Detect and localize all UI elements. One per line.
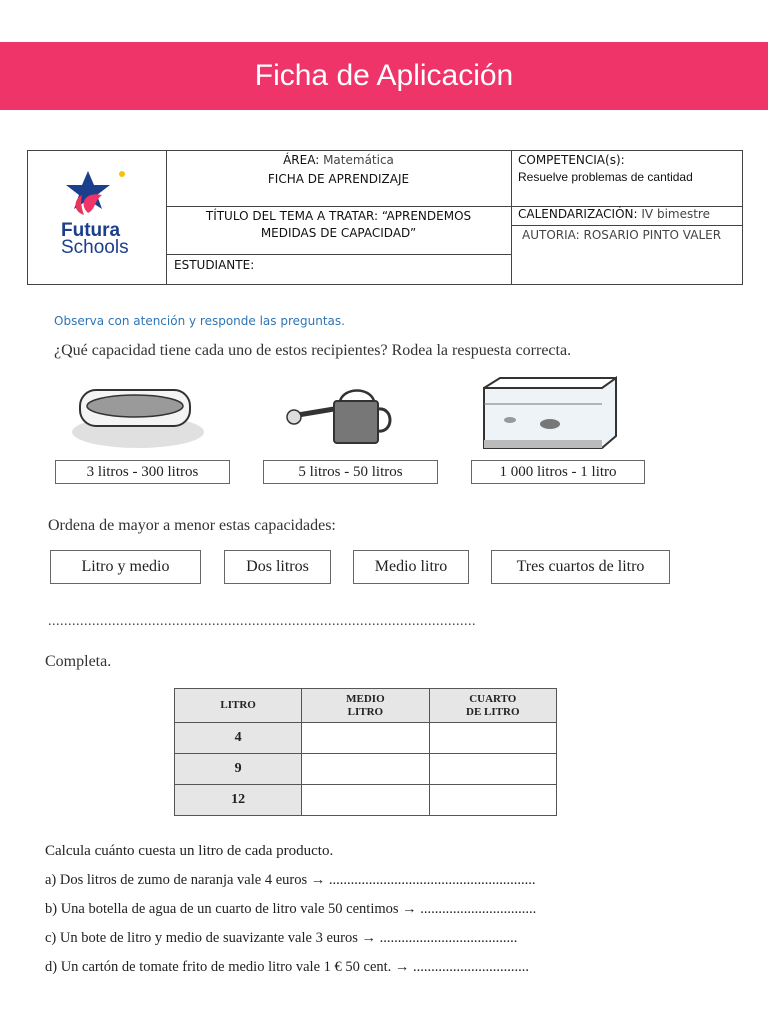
calendar-label: CALENDARIZACIÓN: xyxy=(518,207,638,221)
student-field-label[interactable]: ESTUDIANTE: xyxy=(174,258,255,272)
answer-cell[interactable] xyxy=(429,723,556,754)
completion-table xyxy=(174,688,557,816)
competencia-label: COMPETENCIA(s): xyxy=(518,153,625,167)
answer-dots: ........................................................................................................... xyxy=(48,614,476,629)
bathtub-icon xyxy=(70,380,210,452)
author-label: AUTORIA: ROSARIO PINTO VALER xyxy=(522,228,722,242)
header-medio-litro: MEDIO LITRO xyxy=(302,689,429,723)
instruction-text: Observa con atención y responde las preguntas. xyxy=(54,314,345,328)
competencia-value: Resuelve problemas de cantidad xyxy=(518,170,693,184)
school-logo xyxy=(28,151,166,284)
calendar-value: IV bimestre xyxy=(641,207,710,221)
order-option-3[interactable]: Medio litro xyxy=(353,550,469,584)
question-4d: d) Un cartón de tomate frito de medio litro vale 1 € 50 cent. → ................................ xyxy=(45,959,530,975)
question-4: Calcula cuánto cuesta un litro de cada producto. xyxy=(45,843,334,859)
question-1: ¿Qué capacidad tiene cada uno de estos recipientes? Rodea la respuesta correcta. xyxy=(54,342,572,359)
question-3: Completa. xyxy=(45,653,112,670)
row-value: 12 xyxy=(175,785,302,816)
answer-cell[interactable] xyxy=(429,754,556,785)
capacity-option-watering-can[interactable]: 5 litros - 50 litros xyxy=(263,460,438,484)
watering-can-icon xyxy=(282,385,400,447)
answer-cell[interactable] xyxy=(302,785,429,816)
title-banner xyxy=(0,42,768,110)
row-value: 4 xyxy=(175,723,302,754)
answer-cell[interactable] xyxy=(302,754,429,785)
fish-tank-icon xyxy=(480,374,620,454)
header-table xyxy=(27,150,743,285)
question-2: Ordena de mayor a menor estas capacidades: xyxy=(48,517,336,534)
question-4c: c) Un bote de litro y medio de suavizante vale 3 euros → ...................................... xyxy=(45,930,518,946)
answer-cell[interactable] xyxy=(302,723,429,754)
ficha-label: FICHA DE APRENDIZAJE xyxy=(267,172,410,186)
question-4b: b) Una botella de agua de un cuarto de litro vale 50 centimos → ................................ xyxy=(45,901,537,917)
page-title: Ficha de Aplicación xyxy=(254,59,514,92)
topic-title-line2: MEDIDAS DE CAPACIDAD” xyxy=(260,226,417,240)
answer-cell[interactable] xyxy=(429,785,556,816)
header-litro: LITRO xyxy=(175,689,302,723)
order-option-2[interactable]: Dos litros xyxy=(224,550,331,584)
order-option-4[interactable]: Tres cuartos de litro xyxy=(491,550,670,584)
capacity-option-fish-tank[interactable]: 1 000 litros - 1 litro xyxy=(471,460,645,484)
topic-title-line1: TÍTULO DEL TEMA A TRATAR: “APRENDEMOS xyxy=(205,209,472,223)
header-cuarto-litro: CUARTO DE LITRO xyxy=(429,689,556,723)
brand-subname: Schools xyxy=(61,237,129,258)
question-4a: a) Dos litros de zumo de naranja vale 4 euros → ......................................................... xyxy=(45,872,536,888)
area-label: ÁREA: xyxy=(283,153,320,167)
brand-name: Futura xyxy=(61,220,121,241)
star-logo-icon xyxy=(28,151,166,284)
order-option-1[interactable]: Litro y medio xyxy=(50,550,201,584)
row-value: 9 xyxy=(175,754,302,785)
capacity-option-bathtub[interactable]: 3 litros - 300 litros xyxy=(55,460,230,484)
area-value: Matemática xyxy=(323,153,394,167)
